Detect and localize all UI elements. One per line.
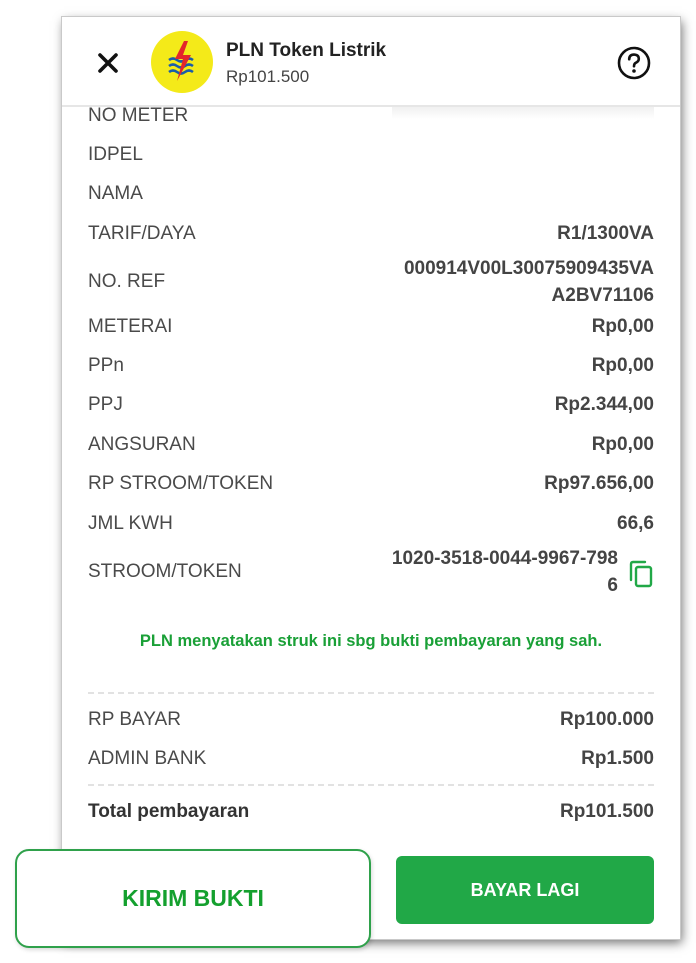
row-value: Rp100.000: [559, 709, 654, 730]
header-amount: Rp101.500: [226, 67, 310, 86]
total-label: Total pembayaran: [88, 801, 250, 822]
row-rp-bayar: [88, 708, 654, 732]
pln-logo-icon: [160, 38, 204, 86]
row-ppj: [88, 393, 654, 417]
row-label: PPn: [88, 355, 124, 376]
help-icon: [616, 45, 652, 81]
row-stroom-token: [88, 544, 618, 600]
row-label: STROOM/TOKEN: [88, 561, 242, 582]
row-value: R1/1300VA: [557, 223, 654, 244]
receipt-sheet: [62, 17, 680, 939]
header: [62, 17, 680, 107]
total-value: Rp101.500: [559, 801, 654, 822]
copy-token-button[interactable]: [628, 560, 654, 588]
row-jml-kwh: [88, 512, 654, 536]
help-button[interactable]: [616, 45, 652, 81]
ref-line-2: A2BV71106: [551, 285, 654, 306]
row-label: ADMIN BANK: [88, 748, 207, 769]
row-idpel: [88, 143, 654, 167]
token-value: [392, 545, 618, 599]
row-angsuran: [88, 433, 654, 457]
token-line-2: 6: [607, 575, 618, 596]
row-label: NAMA: [88, 183, 143, 204]
row-value: Rp2.344,00: [554, 394, 654, 415]
close-icon: [97, 52, 119, 74]
row-meterai: [88, 315, 654, 339]
row-admin-bank: [88, 747, 654, 771]
row-label: PPJ: [88, 394, 123, 415]
row-value: Rp0,00: [591, 355, 654, 376]
row-value: Rp1.500: [581, 748, 654, 769]
row-label: RP STROOM/TOKEN: [88, 473, 274, 494]
pln-logo: [151, 31, 213, 93]
row-value: Rp97.656,00: [544, 473, 654, 494]
close-button[interactable]: [90, 45, 126, 81]
row-no-meter: [88, 104, 654, 128]
send-proof-button[interactable]: KIRIM BUKTI: [15, 849, 371, 948]
row-label: NO METER: [88, 105, 189, 126]
row-label: JML KWH: [88, 513, 173, 534]
row-tarif-daya: [88, 222, 654, 246]
row-label: METERAI: [88, 316, 173, 337]
row-label: RP BAYAR: [88, 709, 181, 730]
divider: [88, 692, 654, 694]
token-line-1: 1020-3518-0044-9967-798: [391, 548, 618, 569]
row-label: IDPEL: [88, 144, 143, 165]
row-value: Rp0,00: [591, 316, 654, 337]
page-title: PLN Token Listrik: [226, 40, 387, 61]
row-value: 66,6: [617, 513, 654, 534]
row-value: [404, 255, 654, 309]
ref-line-1: 000914V00L30075909435VA: [403, 258, 654, 279]
row-no-ref: [88, 254, 654, 310]
row-nama: [88, 182, 654, 206]
row-rp-stroom: [88, 472, 654, 496]
pay-again-button[interactable]: BAYAR LAGI: [396, 856, 654, 924]
copy-icon: [628, 560, 654, 588]
row-value: Rp0,00: [591, 434, 654, 455]
row-label: TARIF/DAYA: [88, 223, 196, 244]
divider: [88, 784, 654, 786]
row-total: [88, 800, 654, 824]
row-ppn: [88, 354, 654, 378]
row-label: ANGSURAN: [88, 434, 196, 455]
row-label: NO. REF: [88, 271, 166, 292]
receipt-note: PLN menyatakan struk ini sbg bukti pembayaran yang sah.: [139, 632, 603, 650]
